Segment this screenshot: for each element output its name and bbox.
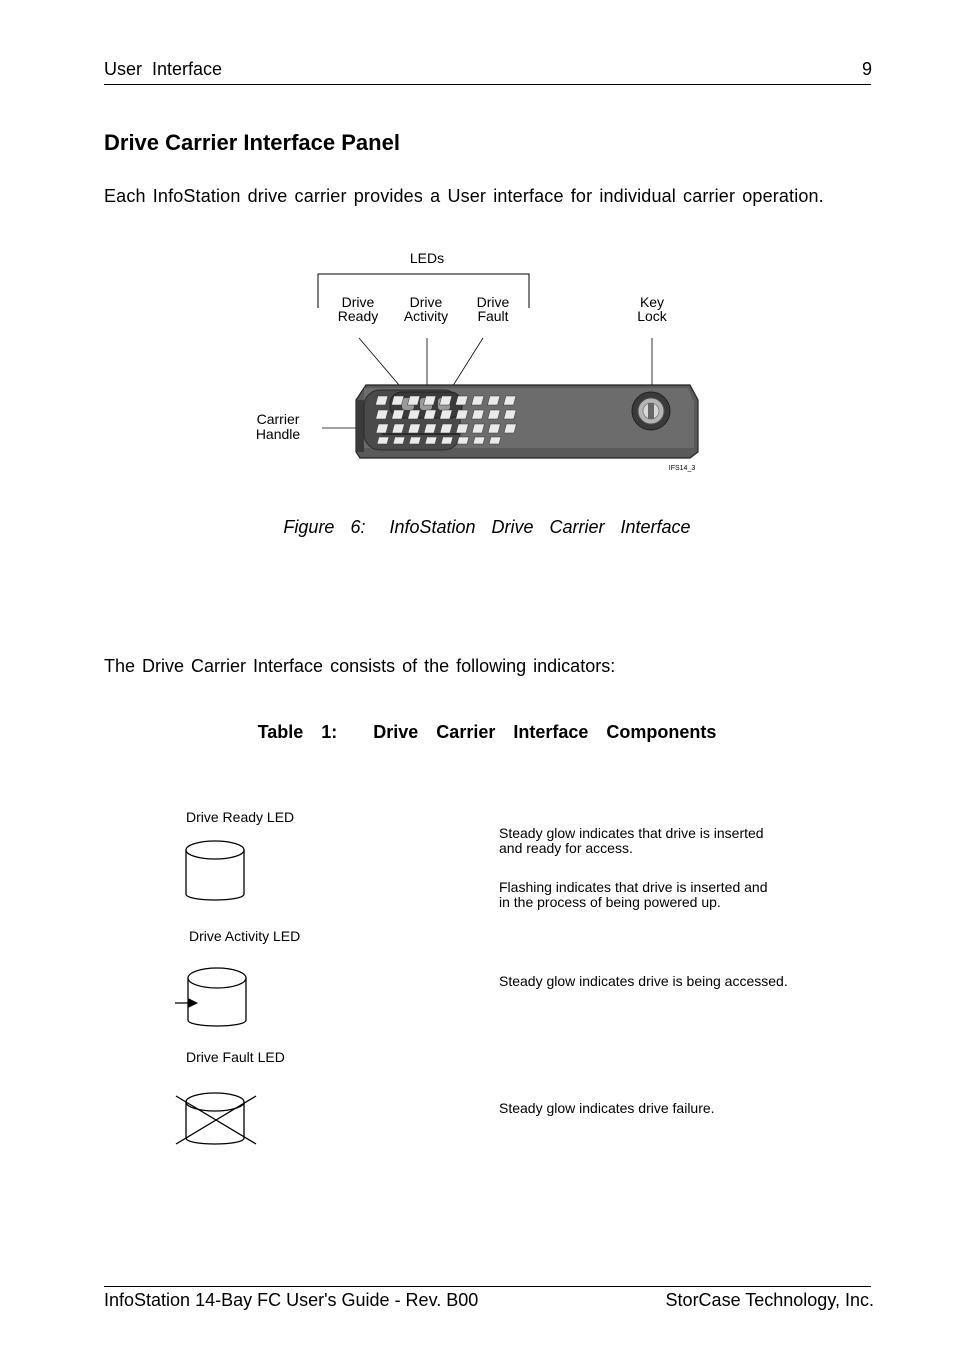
- drive-fault-leader: [449, 338, 483, 392]
- figure-caption: Figure 6: InfoStation Drive Carrier Interface: [283, 517, 691, 537]
- figure-id: IFS14_3: [668, 465, 696, 472]
- drive-fault-icon: [170, 1086, 270, 1166]
- drive-activity-led-label: Drive Activity LED: [189, 928, 301, 944]
- footer-divider: [104, 1286, 871, 1287]
- intro-paragraph: Each InfoStation drive carrier provides a User interface for individual carrier operation.: [104, 186, 824, 206]
- key-lock-callout-line1: Key: [639, 294, 665, 310]
- drive-activity-callout-line1: Drive: [409, 294, 443, 310]
- drive-ready-icon: [170, 836, 270, 916]
- indicators-intro-paragraph: The Drive Carrier Interface consists of the following indicators:: [104, 656, 616, 676]
- drive-activity-icon: [170, 962, 270, 1042]
- header-section-title: User Interface: [104, 59, 223, 79]
- drive-activity-desc: Steady glow indicates drive is being accessed.: [499, 973, 788, 989]
- drive-ready-desc-flashing: Flashing indicates that drive is inserted and in the process of being powered up.: [499, 879, 768, 910]
- drive-fault-callout-line2: Fault: [477, 308, 509, 324]
- leds-label: LEDs: [409, 250, 445, 266]
- header-divider: [104, 84, 871, 85]
- footer-document-title: InfoStation 14-Bay FC User's Guide - Rev. B00: [104, 1290, 479, 1310]
- drive-ready-callout-line1: Drive: [341, 294, 375, 310]
- drive-ready-callout-line2: Ready: [337, 308, 379, 324]
- header-page-number: 9: [861, 59, 872, 79]
- drive-fault-led-label: Drive Fault LED: [186, 1049, 285, 1065]
- drive-ready-led-label: Drive Ready LED: [186, 809, 295, 825]
- section-heading: Drive Carrier Interface Panel: [104, 130, 400, 155]
- drive-ready-desc-steady: Steady glow indicates that drive is inserted and ready for access.: [499, 825, 764, 856]
- key-lock-callout-line2: Lock: [637, 308, 667, 324]
- carrier-handle-callout-line1: Carrier: [256, 411, 300, 427]
- drive-ready-leader: [359, 338, 405, 392]
- drive-fault-desc: Steady glow indicates drive failure.: [499, 1100, 715, 1116]
- table-caption: Table 1: Drive Carrier Interface Components: [257, 722, 717, 742]
- drive-fault-callout-line1: Drive: [476, 294, 510, 310]
- drive-activity-callout-line2: Activity: [403, 308, 449, 324]
- footer-company: StorCase Technology, Inc.: [665, 1290, 874, 1310]
- carrier-handle-callout-line2: Handle: [255, 426, 301, 442]
- drive-carrier-figure: [240, 240, 720, 480]
- key-lock-icon: [632, 392, 670, 430]
